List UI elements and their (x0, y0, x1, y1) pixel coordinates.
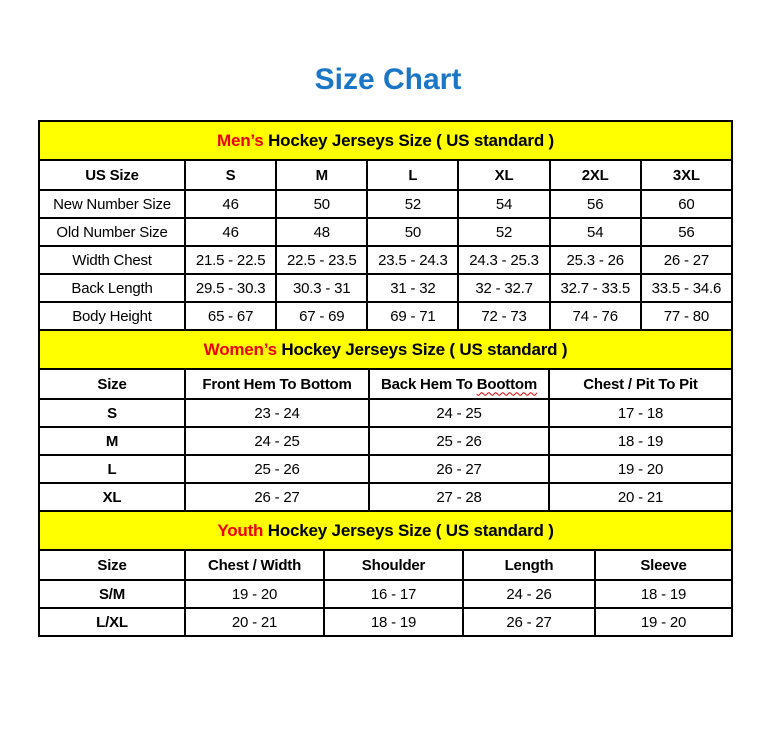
size-cell: 24 - 26 (463, 580, 595, 608)
size-cell: 20 - 21 (185, 608, 324, 636)
column-header: S (185, 160, 276, 190)
size-cell: 29.5 - 30.3 (185, 274, 276, 302)
womens-section-title-rest: Hockey Jerseys Size ( US standard ) (276, 339, 568, 359)
back-hem-prefix: Back Hem To (381, 375, 477, 393)
mens-column-header-row (39, 160, 732, 190)
size-cell: 17 - 18 (549, 399, 732, 427)
size-cell: 31 - 32 (367, 274, 458, 302)
column-header: Chest / Width (185, 550, 324, 580)
size-cell: 19 - 20 (549, 455, 732, 483)
row-label: Back Length (39, 274, 185, 302)
size-chart (38, 120, 733, 637)
size-cell: 18 - 19 (549, 427, 732, 455)
row-label: L (39, 455, 185, 483)
size-cell: 19 - 20 (595, 608, 732, 636)
column-header: US Size (39, 160, 185, 190)
size-cell: 20 - 21 (549, 483, 732, 511)
size-cell: 25 - 26 (369, 427, 549, 455)
size-cell: 74 - 76 (550, 302, 641, 330)
size-cell: 46 (185, 190, 276, 218)
womens-section-title-highlight: Women’s (203, 339, 277, 359)
youth-section-title-rest: Hockey Jerseys Size ( US standard ) (263, 520, 554, 540)
womens-size-table (38, 329, 733, 512)
mens-section-title (39, 121, 732, 160)
row-label: L/XL (39, 608, 185, 636)
column-header: Chest / Pit To Pit (549, 369, 732, 399)
size-cell: 30.3 - 31 (276, 274, 367, 302)
column-header: Length (463, 550, 595, 580)
size-cell: 46 (185, 218, 276, 246)
womens-section-header (39, 330, 732, 369)
mens-section-title-highlight: Men’s (217, 130, 264, 150)
youth-section-title (39, 511, 732, 550)
size-cell: 26 - 27 (641, 246, 732, 274)
table-row (39, 455, 732, 483)
size-cell: 18 - 19 (324, 608, 463, 636)
size-cell: 24 - 25 (369, 399, 549, 427)
mens-size-table (38, 120, 733, 331)
size-cell: 67 - 69 (276, 302, 367, 330)
size-cell: 54 (550, 218, 641, 246)
size-cell: 56 (550, 190, 641, 218)
size-cell: 24.3 - 25.3 (458, 246, 549, 274)
size-cell: 22.5 - 23.5 (276, 246, 367, 274)
table-row (39, 218, 732, 246)
table-row (39, 427, 732, 455)
table-row (39, 608, 732, 636)
table-row (39, 246, 732, 274)
row-label: XL (39, 483, 185, 511)
size-cell: 48 (276, 218, 367, 246)
column-header: M (276, 160, 367, 190)
size-cell: 54 (458, 190, 549, 218)
womens-section-title (39, 330, 732, 369)
youth-size-table (38, 510, 733, 637)
size-cell: 52 (367, 190, 458, 218)
column-header: Size (39, 369, 185, 399)
size-cell: 52 (458, 218, 549, 246)
size-cell: 65 - 67 (185, 302, 276, 330)
size-cell: 60 (641, 190, 732, 218)
size-cell: 24 - 25 (185, 427, 369, 455)
womens-column-header-row (39, 369, 732, 399)
mens-section-header (39, 121, 732, 160)
size-cell: 19 - 20 (185, 580, 324, 608)
table-row (39, 483, 732, 511)
column-header: XL (458, 160, 549, 190)
row-label: Width Chest (39, 246, 185, 274)
row-label: New Number Size (39, 190, 185, 218)
youth-section-title-highlight: Youth (217, 520, 264, 540)
size-cell: 23.5 - 24.3 (367, 246, 458, 274)
youth-column-header-row (39, 550, 732, 580)
size-cell: 25.3 - 26 (550, 246, 641, 274)
column-header: Sleeve (595, 550, 732, 580)
row-label: S (39, 399, 185, 427)
column-header: Front Hem To Bottom (185, 369, 369, 399)
back-hem-misspelled-word: Boottom (476, 375, 537, 393)
size-cell: 77 - 80 (641, 302, 732, 330)
size-cell: 32.7 - 33.5 (550, 274, 641, 302)
size-cell: 26 - 27 (463, 608, 595, 636)
size-cell: 72 - 73 (458, 302, 549, 330)
mens-section-title-rest: Hockey Jerseys Size ( US standard ) (263, 130, 554, 150)
size-cell: 16 - 17 (324, 580, 463, 608)
size-cell: 32 - 32.7 (458, 274, 549, 302)
column-header: L (367, 160, 458, 190)
size-cell: 23 - 24 (185, 399, 369, 427)
table-row (39, 580, 732, 608)
page-title: Size Chart (314, 63, 462, 96)
size-cell: 26 - 27 (185, 483, 369, 511)
row-label: Old Number Size (39, 218, 185, 246)
column-header: 3XL (641, 160, 732, 190)
size-cell: 18 - 19 (595, 580, 732, 608)
size-cell: 50 (367, 218, 458, 246)
column-header: Size (39, 550, 185, 580)
size-cell: 50 (276, 190, 367, 218)
row-label: S/M (39, 580, 185, 608)
size-cell: 33.5 - 34.6 (641, 274, 732, 302)
table-row (39, 302, 732, 330)
size-cell: 21.5 - 22.5 (185, 246, 276, 274)
row-label: Body Height (39, 302, 185, 330)
size-cell: 25 - 26 (185, 455, 369, 483)
youth-section-header (39, 511, 732, 550)
size-cell: 69 - 71 (367, 302, 458, 330)
size-cell: 27 - 28 (369, 483, 549, 511)
column-header: Shoulder (324, 550, 463, 580)
column-header-back-hem (369, 369, 549, 399)
table-row (39, 190, 732, 218)
size-cell: 56 (641, 218, 732, 246)
row-label: M (39, 427, 185, 455)
table-row (39, 274, 732, 302)
column-header: 2XL (550, 160, 641, 190)
size-cell: 26 - 27 (369, 455, 549, 483)
table-row (39, 399, 732, 427)
